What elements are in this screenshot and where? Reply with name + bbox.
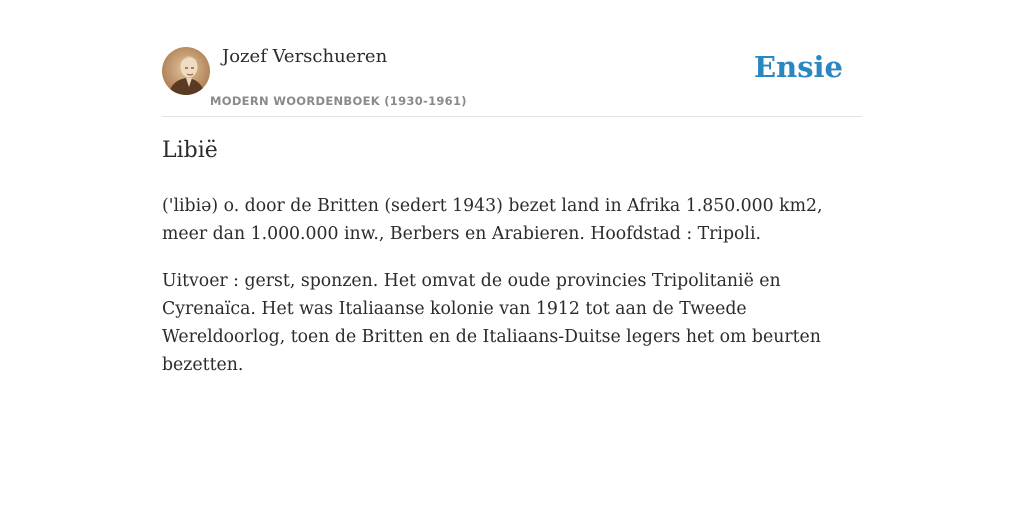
author-portrait-icon [162,47,210,95]
author-name[interactable]: Jozef Verschueren [222,46,388,67]
entry-paragraph: Uitvoer : gerst, sponzen. Het omvat de oude provincies Tripolitanië en Cyrenaïca. Het was Italiaanse kolonie van 1912 tot aan de Tweede Wereldoorlog, toen de Britten en de Italiaans-Duitse legers het om beurten bezetten. [162,271,821,375]
entry-paragraph: ('libiə) o. door de Britten (sedert 1943) bezet land in Afrika 1.850.000 km2, meer dan 1.000.000 inw., Berbers en Arabieren. Hoofdstad : Tripoli. [162,196,823,244]
entry-body [162,192,872,398]
author-avatar[interactable] [162,47,210,95]
entry-title: Libië [162,138,218,163]
ensie-logo[interactable]: Ensie [754,50,843,84]
header [162,44,862,117]
source-label[interactable]: MODERN WOORDENBOEK (1930-1961) [210,94,467,108]
